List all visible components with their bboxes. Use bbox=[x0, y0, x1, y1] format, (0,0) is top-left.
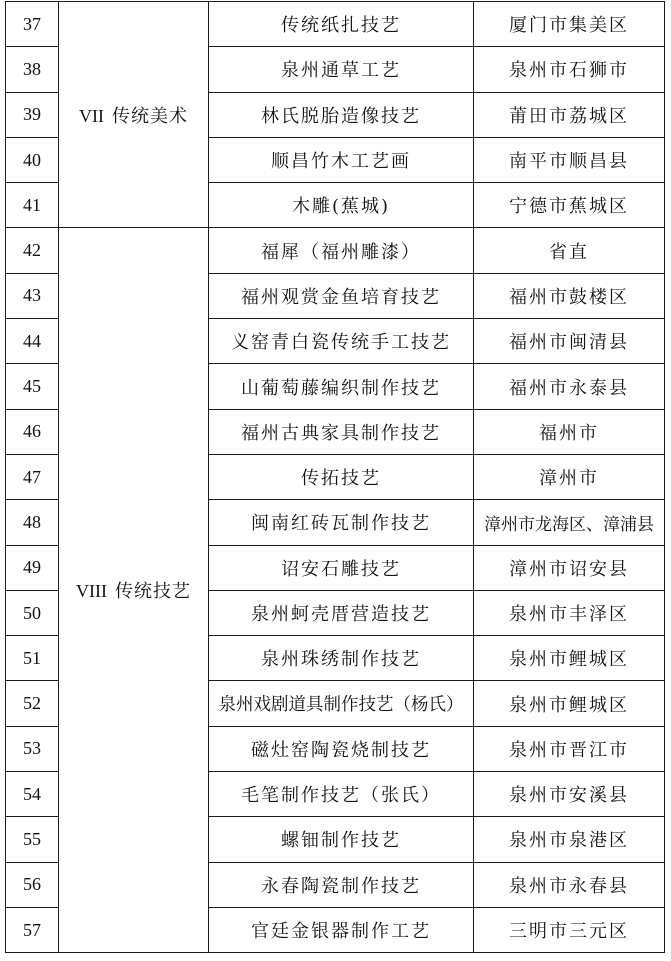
row-number: 55 bbox=[6, 817, 59, 862]
area-name: 泉州市安溪县 bbox=[474, 772, 665, 817]
area-name: 泉州市晋江市 bbox=[474, 726, 665, 771]
row-number: 57 bbox=[6, 907, 59, 952]
row-number: 54 bbox=[6, 772, 59, 817]
area-name: 厦门市集美区 bbox=[474, 2, 665, 47]
project-name: 传统纸扎技艺 bbox=[209, 2, 474, 47]
area-name: 福州市鼓楼区 bbox=[474, 273, 665, 318]
project-name: 磁灶窑陶瓷烧制技艺 bbox=[209, 726, 474, 771]
heritage-list-page bbox=[5, 1, 665, 953]
category-numeral: VIII bbox=[76, 581, 107, 602]
area-name: 莆田市荔城区 bbox=[474, 92, 665, 137]
area-name: 漳州市 bbox=[474, 454, 665, 499]
row-number: 44 bbox=[6, 319, 59, 364]
row-number: 56 bbox=[6, 862, 59, 907]
project-name: 螺钿制作技艺 bbox=[209, 817, 474, 862]
area-name: 省直 bbox=[474, 228, 665, 273]
area-name: 南平市顺昌县 bbox=[474, 137, 665, 182]
row-number: 45 bbox=[6, 364, 59, 409]
row-number: 40 bbox=[6, 137, 59, 182]
project-name: 木雕(蕉城) bbox=[209, 183, 474, 228]
area-name: 泉州市永春县 bbox=[474, 862, 665, 907]
project-name: 福犀（福州雕漆） bbox=[209, 228, 474, 273]
row-number: 49 bbox=[6, 545, 59, 590]
project-name: 诏安石雕技艺 bbox=[209, 545, 474, 590]
row-number: 43 bbox=[6, 273, 59, 318]
project-name: 泉州戏剧道具制作技艺（杨氏） bbox=[209, 681, 474, 726]
category-name: 传统美术 bbox=[112, 105, 188, 127]
area-name: 三明市三元区 bbox=[474, 907, 665, 952]
row-number: 41 bbox=[6, 183, 59, 228]
area-name: 漳州市诏安县 bbox=[474, 545, 665, 590]
project-name: 毛笔制作技艺（张氏） bbox=[209, 772, 474, 817]
category-name: 传统技艺 bbox=[114, 581, 191, 603]
table-row bbox=[6, 228, 665, 273]
project-name: 泉州蚵壳厝营造技艺 bbox=[209, 590, 474, 635]
area-name: 泉州市丰泽区 bbox=[474, 590, 665, 635]
project-name: 林氏脱胎造像技艺 bbox=[209, 92, 474, 137]
row-number: 53 bbox=[6, 726, 59, 771]
project-name: 官廷金银器制作工艺 bbox=[209, 907, 474, 952]
area-name: 泉州市鲤城区 bbox=[474, 681, 665, 726]
area-name: 宁德市蕉城区 bbox=[474, 183, 665, 228]
row-number: 42 bbox=[6, 228, 59, 273]
project-name: 闽南红砖瓦制作技艺 bbox=[209, 500, 474, 545]
project-name: 山葡萄藤编织制作技艺 bbox=[209, 364, 474, 409]
heritage-table bbox=[5, 1, 665, 953]
category-cell bbox=[59, 228, 209, 953]
row-number: 39 bbox=[6, 92, 59, 137]
area-name: 泉州市鲤城区 bbox=[474, 636, 665, 681]
table-row bbox=[6, 2, 665, 47]
row-number: 46 bbox=[6, 409, 59, 454]
row-number: 50 bbox=[6, 590, 59, 635]
row-number: 51 bbox=[6, 636, 59, 681]
project-name: 传拓技艺 bbox=[209, 454, 474, 499]
area-name: 福州市 bbox=[474, 409, 665, 454]
row-number: 38 bbox=[6, 47, 59, 92]
area-name: 福州市永泰县 bbox=[474, 364, 665, 409]
row-number: 48 bbox=[6, 500, 59, 545]
project-name: 义窑青白瓷传统手工技艺 bbox=[209, 319, 474, 364]
project-name: 福州古典家具制作技艺 bbox=[209, 409, 474, 454]
project-name: 泉州珠绣制作技艺 bbox=[209, 636, 474, 681]
row-number: 52 bbox=[6, 681, 59, 726]
row-number: 47 bbox=[6, 454, 59, 499]
category-numeral: VII bbox=[79, 105, 104, 126]
area-name: 泉州市石狮市 bbox=[474, 47, 665, 92]
area-name: 漳州市龙海区、漳浦县 bbox=[474, 500, 665, 545]
category-cell bbox=[59, 2, 209, 228]
project-name: 泉州通草工艺 bbox=[209, 47, 474, 92]
project-name: 永春陶瓷制作技艺 bbox=[209, 862, 474, 907]
project-name: 顺昌竹木工艺画 bbox=[209, 137, 474, 182]
area-name: 泉州市泉港区 bbox=[474, 817, 665, 862]
project-name: 福州观赏金鱼培育技艺 bbox=[209, 273, 474, 318]
area-name: 福州市闽清县 bbox=[474, 319, 665, 364]
row-number: 37 bbox=[6, 2, 59, 47]
